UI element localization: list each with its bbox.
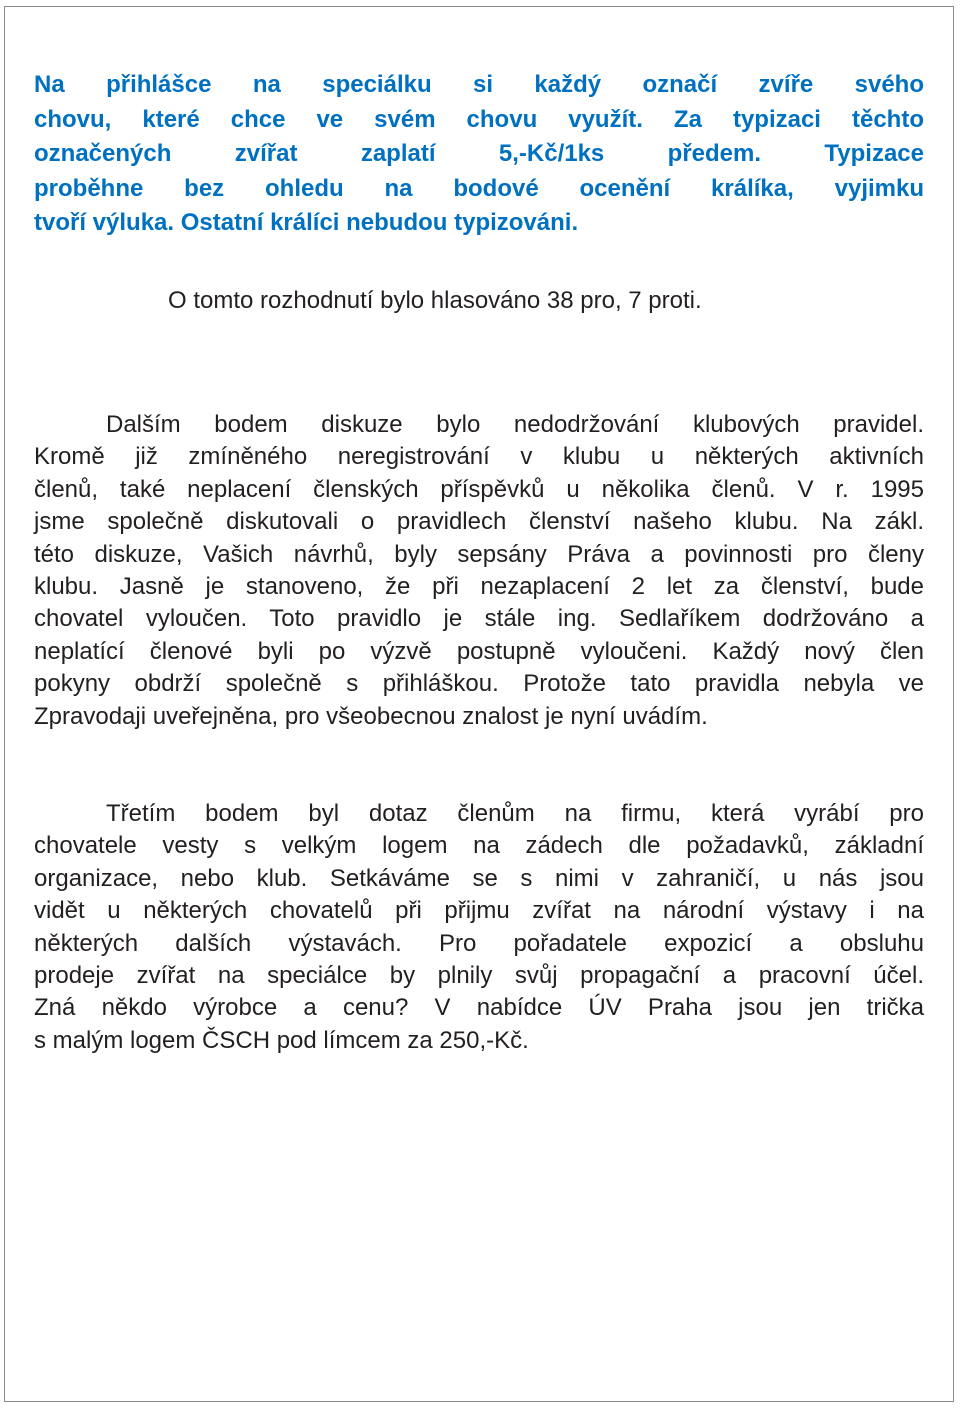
text-line: členů, také neplacení členských příspěvků u několika členů. V r. 1995 [34, 475, 924, 503]
paragraph-vests-inquiry [34, 798, 924, 1057]
text-line: Zpravodaji uveřejněna, pro všeobecnou znalost je nyní uvádím. [34, 702, 708, 730]
text-line: Dalším bodem diskuze bylo nedodržování klubových pravidel. [106, 411, 924, 438]
text-line: proběhne bez ohledu na bodové ocenění králíka, vyjimku [34, 174, 924, 202]
text-line: vidět u některých chovatelů při přijmu zvířat na národní výstavy i na [34, 897, 924, 925]
text-line: prodeje zvířat na speciálce by plnily svůj propagační a pracovní účel. [34, 962, 924, 990]
text-line: organizace, nebo klub. Setkáváme se s nimi v zahraničí, u nás jsou [34, 864, 924, 892]
vote-result: O tomto rozhodnutí bylo hlasováno 38 pro, 7 proti. [168, 287, 702, 314]
text-line: chovatel vyloučen. Toto pravidlo je stále ing. Sedlaříkem dodržováno a [34, 605, 924, 633]
text-line: klubu. Jasně je stanoveno, že při nezaplacení 2 let za členství, bude [34, 573, 924, 601]
text-line: chovu, které chce ve svém chovu využít. Za typizaci těchto [34, 105, 924, 133]
text-line: jsme společně diskutovali o pravidlech členství našeho klubu. Na zákl. [34, 508, 924, 536]
text-line: Zná někdo výrobce a cenu? V nabídce ÚV Praha jsou jen trička [34, 994, 924, 1022]
text-line: Na přihlášce na speciálku si každý označí zvíře svého [34, 71, 924, 98]
text-line: Třetím bodem byl dotaz členům na firmu, která vyrábí pro [106, 800, 924, 827]
text-line: této diskuze, Vašich návrhů, byly sepsány Práva a povinnosti pro členy [34, 540, 924, 568]
text-line: Kromě již zmíněného neregistrování v klubu u některých aktivních [34, 443, 924, 471]
text-line: některých dalších výstavách. Pro pořadatele expozicí a obsluhu [34, 929, 924, 957]
paragraph-registration-typing [34, 68, 924, 241]
text-line: pokyny obdrží společně s přihláškou. Protože tato pravidla nebyla ve [34, 670, 924, 698]
paragraph-club-rules [34, 409, 924, 733]
text-line: chovatele vesty s velkým logem na zádech dle požadavků, základní [34, 832, 924, 860]
text-line: s malým logem ČSCH pod límcem za 250,-Kč. [34, 1026, 529, 1054]
text-line: tvoří výluka. Ostatní králíci nebudou typizováni. [34, 209, 579, 236]
text-line: neplatící členové byli po výzvě postupně vyloučeni. Každý nový člen [34, 637, 924, 665]
text-line: označených zvířat zaplatí 5,-Kč/1ks předem. Typizace [34, 140, 924, 167]
